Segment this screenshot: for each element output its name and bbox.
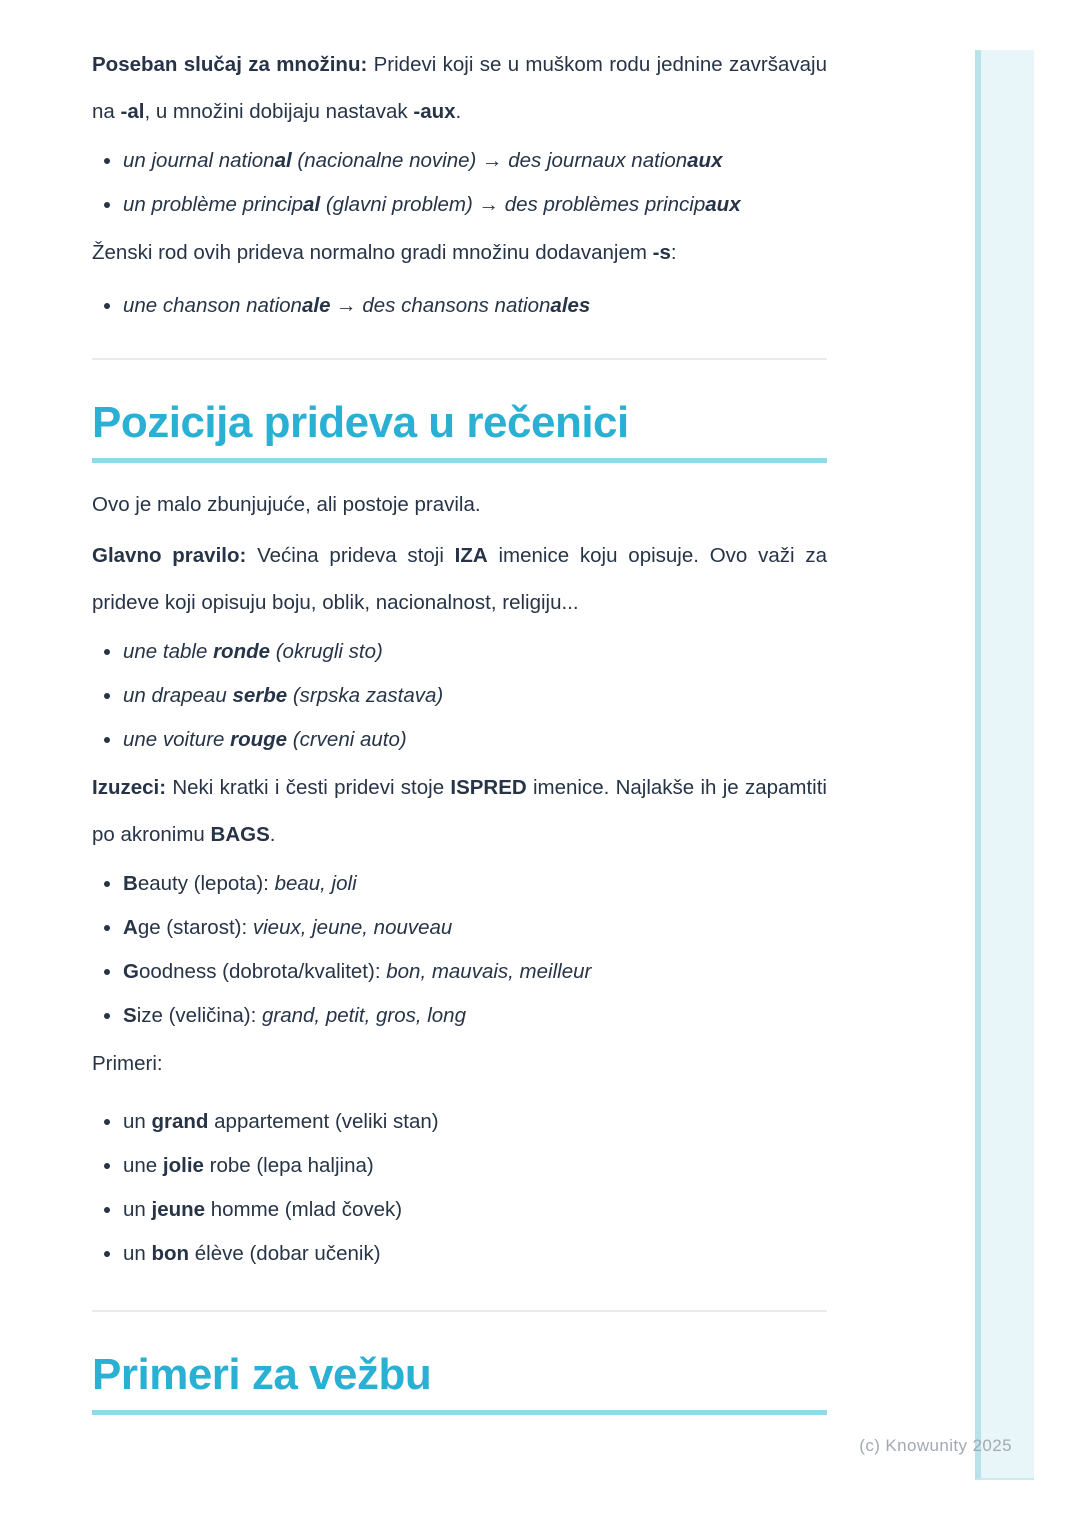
list-item-jolie: une jolie robe (lepa haljina) xyxy=(92,1144,827,1188)
list-plural-examples xyxy=(92,139,827,227)
list-item-journal: un journal national (nacionalne novine) → des journaux nationaux xyxy=(92,139,827,183)
list-item-age: Age (starost): vieux, jeune, nouveau xyxy=(92,906,827,950)
list-bags xyxy=(92,862,827,1038)
list-item-voiture: une voiture rouge (crveni auto) xyxy=(92,718,827,762)
section-divider xyxy=(92,358,827,360)
content-column xyxy=(92,0,827,1433)
section-divider xyxy=(92,1310,827,1312)
section-heading-practice: Primeri za vežbu xyxy=(92,1350,432,1399)
list-item-beauty: Beauty (lepota): beau, joli xyxy=(92,862,827,906)
list-item-grand: un grand appartement (veliki stan) xyxy=(92,1100,827,1144)
copyright-footer: (c) Knowunity 2025 xyxy=(859,1436,1012,1455)
paragraph-feminine-note: Ženski rod ovih prideva normalno gradi množinu dodavanjem -s: xyxy=(92,241,677,264)
list-item-probleme: un problème principal (glavni problem) → des problèmes principaux xyxy=(92,183,827,227)
paragraph-position-intro: Ovo je malo zbunjujuće, ali postoje pravila. xyxy=(92,493,481,516)
heading-underline xyxy=(92,458,827,463)
list-primeri xyxy=(92,1100,827,1276)
list-item-table: une table ronde (okrugli sto) xyxy=(92,630,827,674)
paragraph-exceptions: Izuzeci: Neki kratki i česti pridevi stoje ISPRED imenice. Najlakše ih je zapamtiti po akronimu BAGS. xyxy=(92,776,827,846)
paragraph-primeri-label: Primeri: xyxy=(92,1052,163,1075)
list-item-jeune: un jeune homme (mlad čovek) xyxy=(92,1188,827,1232)
heading-underline xyxy=(92,1410,827,1415)
list-item-chanson: une chanson nationale → des chansons nationales xyxy=(92,284,827,328)
section-heading-position: Pozicija prideva u rečenici xyxy=(92,398,629,447)
list-after-noun-examples xyxy=(92,630,827,762)
list-item-bon: un bon élève (dobar učenik) xyxy=(92,1232,827,1276)
paragraph-main-rule: Glavno pravilo: Većina prideva stoji IZA imenice koju opisuje. Ovo važi za prideve koji opisuju boju, oblik, nacionalnost, religiju... xyxy=(92,544,827,614)
list-feminine-examples xyxy=(92,284,827,328)
right-accent-bar xyxy=(975,50,1034,1480)
list-item-size: Size (veličina): grand, petit, gros, long xyxy=(92,994,827,1038)
list-item-goodness: Goodness (dobrota/kvalitet): bon, mauvais, meilleur xyxy=(92,950,827,994)
list-item-drapeau: un drapeau serbe (srpska zastava) xyxy=(92,674,827,718)
paragraph-plural-rule: Poseban slučaj za množinu: Pridevi koji se u muškom rodu jednine završavaju na -al, u množini dobijaju nastavak -aux. xyxy=(92,53,827,123)
